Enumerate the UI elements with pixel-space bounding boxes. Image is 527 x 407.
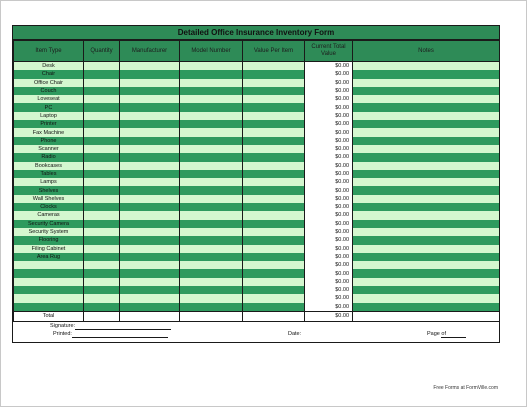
current-total-value-cell: $0.00 (305, 128, 353, 136)
manufacturer-cell[interactable] (120, 79, 180, 87)
of-label: of (441, 330, 446, 337)
quantity-cell[interactable] (84, 294, 120, 302)
value-per-item-cell[interactable] (243, 303, 305, 312)
item-type-cell[interactable]: Tables (14, 170, 84, 178)
value-per-item-cell[interactable] (243, 95, 305, 103)
model-number-cell[interactable] (180, 220, 243, 228)
manufacturer-cell[interactable] (120, 228, 180, 236)
date-label: Date: (288, 330, 302, 337)
notes-cell[interactable] (353, 79, 500, 87)
item-type-cell[interactable]: Cameras (14, 211, 84, 219)
model-number-cell[interactable] (180, 112, 243, 120)
value-per-item-cell[interactable] (243, 145, 305, 153)
manufacturer-cell[interactable] (120, 261, 180, 269)
model-number-cell[interactable] (180, 203, 243, 211)
manufacturer-cell[interactable] (120, 245, 180, 253)
value-per-item-cell[interactable] (243, 162, 305, 170)
table-row (14, 103, 500, 111)
quantity-cell[interactable] (84, 145, 120, 153)
item-type-cell[interactable]: Lamps (14, 178, 84, 186)
item-type-cell[interactable]: Printer (14, 120, 84, 128)
table-row (14, 261, 500, 269)
quantity-cell[interactable] (84, 186, 120, 194)
model-number-cell[interactable] (180, 87, 243, 95)
table-row (14, 95, 500, 103)
total-notes-cell (353, 311, 500, 321)
current-total-value-cell: $0.00 (305, 137, 353, 145)
model-number-cell[interactable] (180, 278, 243, 286)
value-per-item-cell[interactable] (243, 220, 305, 228)
notes-cell[interactable] (353, 103, 500, 111)
table-row (14, 245, 500, 253)
total-label: Total (14, 311, 84, 321)
value-per-item-cell[interactable] (243, 195, 305, 203)
signature-row (50, 323, 75, 329)
value-per-item-cell[interactable] (243, 236, 305, 244)
model-number-cell[interactable] (180, 170, 243, 178)
table-row (14, 128, 500, 136)
notes-cell[interactable] (353, 87, 500, 95)
quantity-cell[interactable] (84, 170, 120, 178)
quantity-cell[interactable] (84, 253, 120, 261)
table-row (14, 145, 500, 153)
notes-cell[interactable] (353, 186, 500, 194)
table-row (14, 286, 500, 294)
model-number-cell[interactable] (180, 286, 243, 294)
item-type-cell[interactable] (14, 269, 84, 277)
item-type-cell[interactable]: Laptop (14, 112, 84, 120)
value-per-item-cell[interactable] (243, 103, 305, 111)
item-type-cell[interactable]: Flooring (14, 236, 84, 244)
manufacturer-cell[interactable] (120, 112, 180, 120)
quantity-cell[interactable] (84, 153, 120, 161)
current-total-value-cell: $0.00 (305, 195, 353, 203)
notes-cell[interactable] (353, 236, 500, 244)
quantity-cell[interactable] (84, 220, 120, 228)
model-number-cell[interactable] (180, 261, 243, 269)
item-type-cell[interactable]: Radio (14, 153, 84, 161)
current-total-value-cell: $0.00 (305, 153, 353, 161)
current-total-value-cell: $0.00 (305, 211, 353, 219)
quantity-cell[interactable] (84, 112, 120, 120)
quantity-cell[interactable] (84, 303, 120, 312)
quantity-cell[interactable] (84, 269, 120, 277)
manufacturer-cell[interactable] (120, 278, 180, 286)
value-per-item-cell[interactable] (243, 211, 305, 219)
col-header-current-total-value: Current Total Value (305, 41, 353, 62)
quantity-cell[interactable] (84, 62, 120, 71)
quantity-cell[interactable] (84, 128, 120, 136)
item-type-cell[interactable]: Chair (14, 70, 84, 78)
table-row (14, 278, 500, 286)
table-row (14, 211, 500, 219)
notes-cell[interactable] (353, 112, 500, 120)
value-per-item-cell[interactable] (243, 178, 305, 186)
current-total-value-cell: $0.00 (305, 203, 353, 211)
table-row (14, 162, 500, 170)
notes-cell[interactable] (353, 203, 500, 211)
manufacturer-cell[interactable] (120, 137, 180, 145)
model-number-cell[interactable] (180, 153, 243, 161)
current-total-value-cell: $0.00 (305, 70, 353, 78)
quantity-cell[interactable] (84, 137, 120, 145)
printed-label: Printed: (53, 330, 72, 337)
item-type-cell[interactable] (14, 286, 84, 294)
item-type-cell[interactable]: Clocks (14, 203, 84, 211)
manufacturer-cell[interactable] (120, 128, 180, 136)
total-model-cell (180, 311, 243, 321)
table-row (14, 178, 500, 186)
table-row (14, 294, 500, 302)
model-number-cell[interactable] (180, 245, 243, 253)
manufacturer-cell[interactable] (120, 294, 180, 302)
manufacturer-cell[interactable] (120, 145, 180, 153)
signature-line[interactable] (75, 323, 171, 330)
value-per-item-cell[interactable] (243, 261, 305, 269)
quantity-cell[interactable] (84, 162, 120, 170)
model-number-cell[interactable] (180, 95, 243, 103)
quantity-cell[interactable] (84, 120, 120, 128)
total-quantity-cell[interactable] (84, 311, 120, 321)
notes-cell[interactable] (353, 303, 500, 312)
model-number-cell[interactable] (180, 103, 243, 111)
current-total-value-cell: $0.00 (305, 261, 353, 269)
manufacturer-cell[interactable] (120, 220, 180, 228)
printed-row (53, 331, 72, 337)
manufacturer-cell[interactable] (120, 170, 180, 178)
item-type-cell[interactable]: Security Camera (14, 220, 84, 228)
notes-cell[interactable] (353, 220, 500, 228)
notes-cell[interactable] (353, 253, 500, 261)
model-number-cell[interactable] (180, 211, 243, 219)
manufacturer-cell[interactable] (120, 303, 180, 312)
value-per-item-cell[interactable] (243, 186, 305, 194)
manufacturer-cell[interactable] (120, 186, 180, 194)
model-number-cell[interactable] (180, 236, 243, 244)
notes-cell[interactable] (353, 70, 500, 78)
table-row (14, 220, 500, 228)
col-header-item-type: Item Type (14, 41, 84, 62)
model-number-cell[interactable] (180, 145, 243, 153)
current-total-value-cell: $0.00 (305, 178, 353, 186)
value-per-item-cell[interactable] (243, 62, 305, 71)
total-manufacturer-cell (120, 311, 180, 321)
item-type-cell[interactable]: Wall Shelves (14, 195, 84, 203)
item-type-cell[interactable] (14, 261, 84, 269)
quantity-cell[interactable] (84, 195, 120, 203)
notes-cell[interactable] (353, 211, 500, 219)
value-per-item-cell[interactable] (243, 153, 305, 161)
quantity-cell[interactable] (84, 103, 120, 111)
item-type-cell[interactable] (14, 303, 84, 312)
value-per-item-cell[interactable] (243, 203, 305, 211)
item-type-cell[interactable]: Filing Cabinet (14, 245, 84, 253)
table-row (14, 112, 500, 120)
manufacturer-cell[interactable] (120, 162, 180, 170)
value-per-item-cell[interactable] (243, 70, 305, 78)
value-per-item-cell[interactable] (243, 245, 305, 253)
item-type-cell[interactable] (14, 278, 84, 286)
value-per-item-cell[interactable] (243, 286, 305, 294)
table-row (14, 153, 500, 161)
printed-line[interactable] (72, 331, 168, 338)
table-row (14, 236, 500, 244)
quantity-cell[interactable] (84, 245, 120, 253)
model-number-cell[interactable] (180, 186, 243, 194)
table-row (14, 79, 500, 87)
item-type-cell[interactable]: Fax Machine (14, 128, 84, 136)
formville-brand: Free Forms at FormVille.com (433, 385, 498, 391)
manufacturer-cell[interactable] (120, 211, 180, 219)
item-type-cell[interactable]: Shelves (14, 186, 84, 194)
col-header-notes: Notes (353, 41, 500, 62)
table-row (14, 170, 500, 178)
current-total-value-cell: $0.00 (305, 186, 353, 194)
table-row (14, 120, 500, 128)
value-per-item-cell[interactable] (243, 278, 305, 286)
quantity-cell[interactable] (84, 278, 120, 286)
current-total-value-cell: $0.00 (305, 269, 353, 277)
item-type-cell[interactable]: Security System (14, 228, 84, 236)
value-per-item-cell[interactable] (243, 112, 305, 120)
quantity-cell[interactable] (84, 261, 120, 269)
current-total-value-cell: $0.00 (305, 62, 353, 71)
current-total-value-cell: $0.00 (305, 228, 353, 236)
table-row (14, 87, 500, 95)
table-row (14, 203, 500, 211)
notes-cell[interactable] (353, 95, 500, 103)
col-header-model-number: Model Number (180, 41, 243, 62)
current-total-value-cell: $0.00 (305, 294, 353, 302)
current-total-value-cell: $0.00 (305, 236, 353, 244)
notes-cell[interactable] (353, 261, 500, 269)
item-type-cell[interactable]: Area Rug (14, 253, 84, 261)
manufacturer-cell[interactable] (120, 178, 180, 186)
manufacturer-cell[interactable] (120, 236, 180, 244)
model-number-cell[interactable] (180, 128, 243, 136)
current-total-value-cell: $0.00 (305, 87, 353, 95)
table-header-row (14, 41, 500, 62)
manufacturer-cell[interactable] (120, 120, 180, 128)
signature-label: Signature: (50, 322, 76, 329)
page-row (427, 331, 446, 337)
table-row (14, 269, 500, 277)
value-per-item-cell[interactable] (243, 87, 305, 95)
model-number-cell[interactable] (180, 195, 243, 203)
model-number-cell[interactable] (180, 62, 243, 71)
inventory-table (13, 40, 500, 322)
table-row (14, 70, 500, 78)
manufacturer-cell[interactable] (120, 87, 180, 95)
manufacturer-cell[interactable] (120, 70, 180, 78)
manufacturer-cell[interactable] (120, 253, 180, 261)
value-per-item-cell[interactable] (243, 269, 305, 277)
item-type-cell[interactable]: Desk (14, 62, 84, 71)
value-per-item-cell[interactable] (243, 79, 305, 87)
manufacturer-cell[interactable] (120, 195, 180, 203)
value-per-item-cell[interactable] (243, 128, 305, 136)
table-row (14, 186, 500, 194)
current-total-value-cell: $0.00 (305, 145, 353, 153)
col-header-manufacturer: Manufacturer (120, 41, 180, 62)
item-type-cell[interactable]: Office Chair (14, 79, 84, 87)
page-label: Page (427, 330, 440, 337)
quantity-cell[interactable] (84, 79, 120, 87)
model-number-cell[interactable] (180, 178, 243, 186)
notes-cell[interactable] (353, 137, 500, 145)
item-type-cell[interactable]: Loveseat (14, 95, 84, 103)
quantity-cell[interactable] (84, 236, 120, 244)
manufacturer-cell[interactable] (120, 95, 180, 103)
model-number-cell[interactable] (180, 253, 243, 261)
item-type-cell[interactable] (14, 294, 84, 302)
notes-cell[interactable] (353, 245, 500, 253)
model-number-cell[interactable] (180, 162, 243, 170)
form-title: Detailed Office Insurance Inventory Form (13, 26, 499, 40)
total-value-per-item-cell (243, 311, 305, 321)
current-total-value-cell: $0.00 (305, 303, 353, 312)
table-row (14, 303, 500, 312)
col-header-quantity: Quantity (84, 41, 120, 62)
notes-cell[interactable] (353, 145, 500, 153)
model-number-cell[interactable] (180, 269, 243, 277)
item-type-cell[interactable]: Bookcases (14, 162, 84, 170)
item-type-cell[interactable]: Phone (14, 137, 84, 145)
current-total-value-cell: $0.00 (305, 103, 353, 111)
quantity-cell[interactable] (84, 70, 120, 78)
manufacturer-cell[interactable] (120, 203, 180, 211)
page-total-line[interactable] (446, 331, 466, 338)
table-row (14, 253, 500, 261)
manufacturer-cell[interactable] (120, 269, 180, 277)
item-type-cell[interactable]: Scanner (14, 145, 84, 153)
value-per-item-cell[interactable] (243, 253, 305, 261)
current-total-value-cell: $0.00 (305, 120, 353, 128)
quantity-cell[interactable] (84, 178, 120, 186)
total-value: $0.00 (305, 311, 353, 321)
value-per-item-cell[interactable] (243, 228, 305, 236)
notes-cell[interactable] (353, 162, 500, 170)
manufacturer-cell[interactable] (120, 103, 180, 111)
current-total-value-cell: $0.00 (305, 170, 353, 178)
notes-cell[interactable] (353, 294, 500, 302)
notes-cell[interactable] (353, 269, 500, 277)
model-number-cell[interactable] (180, 303, 243, 312)
quantity-cell[interactable] (84, 95, 120, 103)
notes-cell[interactable] (353, 195, 500, 203)
table-row (14, 62, 500, 71)
notes-cell[interactable] (353, 128, 500, 136)
current-total-value-cell: $0.00 (305, 245, 353, 253)
current-total-value-cell: $0.00 (305, 112, 353, 120)
manufacturer-cell[interactable] (120, 153, 180, 161)
value-per-item-cell[interactable] (243, 120, 305, 128)
notes-cell[interactable] (353, 153, 500, 161)
value-per-item-cell[interactable] (243, 294, 305, 302)
form-footer (13, 322, 499, 342)
quantity-cell[interactable] (84, 211, 120, 219)
table-row (14, 195, 500, 203)
item-type-cell[interactable]: Couch (14, 87, 84, 95)
total-row (14, 311, 500, 321)
manufacturer-cell[interactable] (120, 62, 180, 71)
table-row (14, 228, 500, 236)
value-per-item-cell[interactable] (243, 170, 305, 178)
quantity-cell[interactable] (84, 87, 120, 95)
model-number-cell[interactable] (180, 70, 243, 78)
current-total-value-cell: $0.00 (305, 253, 353, 261)
notes-cell[interactable] (353, 170, 500, 178)
model-number-cell[interactable] (180, 120, 243, 128)
quantity-cell[interactable] (84, 228, 120, 236)
quantity-cell[interactable] (84, 286, 120, 294)
notes-cell[interactable] (353, 286, 500, 294)
value-per-item-cell[interactable] (243, 137, 305, 145)
model-number-cell[interactable] (180, 228, 243, 236)
notes-cell[interactable] (353, 228, 500, 236)
model-number-cell[interactable] (180, 79, 243, 87)
current-total-value-cell: $0.00 (305, 162, 353, 170)
notes-cell[interactable] (353, 278, 500, 286)
col-header-value-per-item: Value Per Item (243, 41, 305, 62)
item-type-cell[interactable]: PC (14, 103, 84, 111)
notes-cell[interactable] (353, 178, 500, 186)
model-number-cell[interactable] (180, 294, 243, 302)
current-total-value-cell: $0.00 (305, 79, 353, 87)
table-row (14, 137, 500, 145)
notes-cell[interactable] (353, 62, 500, 71)
notes-cell[interactable] (353, 120, 500, 128)
manufacturer-cell[interactable] (120, 286, 180, 294)
current-total-value-cell: $0.00 (305, 95, 353, 103)
quantity-cell[interactable] (84, 203, 120, 211)
current-total-value-cell: $0.00 (305, 220, 353, 228)
model-number-cell[interactable] (180, 137, 243, 145)
inventory-form (12, 25, 500, 343)
current-total-value-cell: $0.00 (305, 278, 353, 286)
current-total-value-cell: $0.00 (305, 286, 353, 294)
